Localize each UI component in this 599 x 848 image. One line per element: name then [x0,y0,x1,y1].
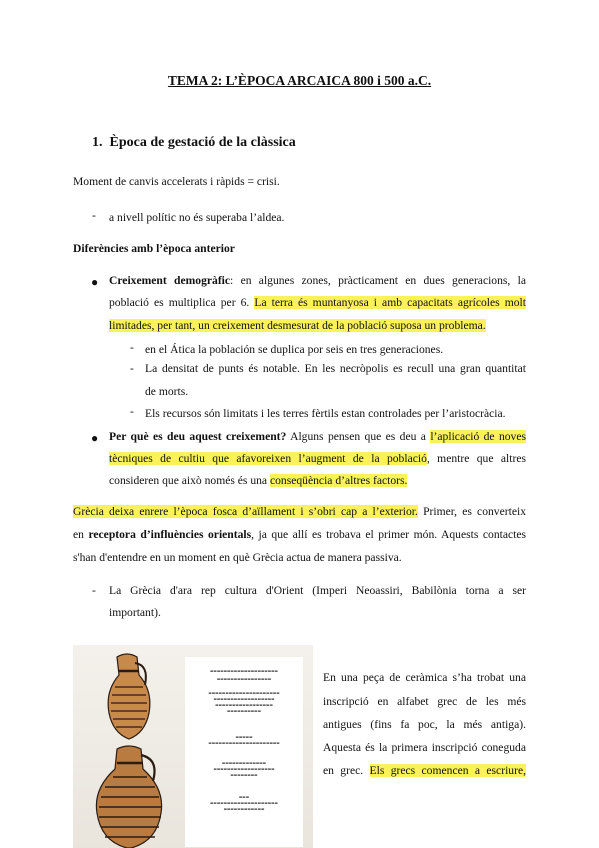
card-text-line: ▬▬▬▬▬▬▬▬▬▬▬▬▬▬▬▬▬▬▬▬ [210,801,278,805]
highlighted-text: limitades, per tant, un creixement desmesurat de la població suposa un problema. [109,319,486,332]
subheading: Diferències amb l’època anterior [73,242,235,255]
dash2-line1: La Grècia d'ara rep cultura d'Orient (Imperi Neoassiri, Babilònia torna a ser [109,584,526,597]
bullet-dot: ● [91,431,99,445]
card-text-line: ▬▬▬▬▬▬▬▬▬▬▬▬▬▬▬▬▬▬ [213,697,275,701]
bullet1-term: Creixement demogràfic [109,274,231,287]
para-line1 [73,501,526,523]
bullet2-line2 [109,448,526,470]
card-text-line: ▬▬▬▬▬▬▬▬▬▬▬▬▬▬▬▬ [216,677,272,681]
card-text-line: ▬▬▬▬▬▬▬▬▬▬▬▬▬▬▬▬▬ [215,703,273,707]
bullet1-line2 [109,292,526,314]
card-text-line: ▬▬▬▬▬▬▬▬▬▬▬▬ [223,807,265,811]
bullet2-text-plain: , mentre que altres [426,452,526,465]
card-text-line: ▬▬▬ [238,795,250,799]
highlighted-text: tècniques de cultiu que afavoreixen l’augment de la població [109,452,427,465]
bullet1-text: : en algunes zones, pràcticament en dues generacions, la [230,274,526,287]
side-line4: Aquesta és la primera inscripció coneguda [323,741,526,754]
side-line3: antigues (fins fa poc, la més antiga). [323,718,526,731]
museum-label-card [185,657,303,847]
para-line2 [73,524,526,546]
subitem-atica: en el Ática la población se duplica por seis en tres generaciones. [145,343,444,356]
section-number: 1. [92,135,103,150]
card-text-line: ▬▬▬▬▬▬▬▬▬▬ [227,709,261,713]
dash-marker: - [92,584,96,597]
para-text: , ja que allí es trobava el primer món. Aquests contactes [251,528,527,541]
intro-text: Moment de canvis accelerats i ràpids = crisi. [73,175,280,188]
dash-marker: - [92,209,96,222]
highlighted-text: La terra és muntanyosa i amb capacitats agrícoles molt [254,296,526,309]
card-text-line: ▬▬▬▬▬▬▬▬▬▬▬▬▬▬▬▬▬▬▬▬▬ [208,691,280,695]
vase-photo [73,645,313,848]
bullet1-text-plain: població es multiplica per 6. [109,296,255,309]
section-heading [92,135,296,151]
card-text-line: ▬▬▬▬▬ [235,735,253,739]
bullet-dot: ● [91,275,99,289]
para-text: Primer, es converteix [417,505,526,518]
dash-marker: - [130,362,134,375]
dash-marker: - [130,341,134,354]
para-bold-term: receptora d’influències orientals [88,528,252,541]
subitem-necropolis-line2: de morts. [145,385,189,398]
side-line2: inscripció en alfabet grec de les més [323,695,526,708]
side-line5 [323,760,526,782]
highlighted-text: Els grecs comencen a escriure, [369,764,526,777]
section-title: Època de gestació de la clàssica [109,135,296,150]
dash2-line2: important). [109,606,161,619]
card-text-line: ▬▬▬▬▬▬▬▬▬▬▬▬▬▬▬▬▬▬▬▬ [210,669,278,673]
side-line1: En una peça de ceràmica s’ha trobat una [323,671,526,684]
dipylon-oinochoe-icon [73,645,183,848]
bullet1-line1 [109,270,526,292]
card-text-line: ▬▬▬▬▬▬▬▬ [230,773,258,777]
card-text-line: ▬▬▬▬▬▬▬▬▬▬▬▬▬▬▬▬▬▬▬▬▬ [208,741,280,745]
highlighted-text: conseqüència d’altres factors. [269,474,408,487]
bullet1-line3 [109,317,486,335]
page-title: TEMA 2: L’ÈPOCA ARCAICA 800 i 500 a.C. [167,73,432,88]
card-text-line: ▬▬▬▬▬▬▬▬▬▬▬▬▬▬▬▬▬▬ [213,767,275,771]
dash-marker: - [130,405,134,418]
bullet2-line1 [109,426,526,448]
bullet2-text: Alguns pensen que es deu a [286,430,431,443]
subitem-necropolis-line1: La densitat de punts és notable. En les necròpolis es recull una gran quantitat [145,362,526,375]
highlighted-text: l’aplicació de noves [430,430,527,443]
bullet2-line3 [109,472,407,490]
para-line3: s'han d'entendre en un moment en què Grècia actua de manera passiva. [73,551,402,564]
dash-item-politic: a nivell polític no és superaba l’aldea. [109,211,285,224]
para-text: en [73,528,89,541]
highlighted-text: Grècia deixa enrere l’època fosca d’aïllament i s’obri cap a l’exterior. [73,505,418,518]
card-text-line: ▬▬▬▬▬▬▬▬▬▬▬▬▬ [221,761,267,765]
side-text-plain: en grec. [323,764,370,777]
subitem-recursos: Els recursos són limitats i les terres fèrtils estan controlades per l’aristocràcia. [145,407,506,420]
bullet2-term: Per què es deu aquest creixement? [109,430,287,443]
bullet2-text-plain: consideren que això només és una [109,474,270,487]
